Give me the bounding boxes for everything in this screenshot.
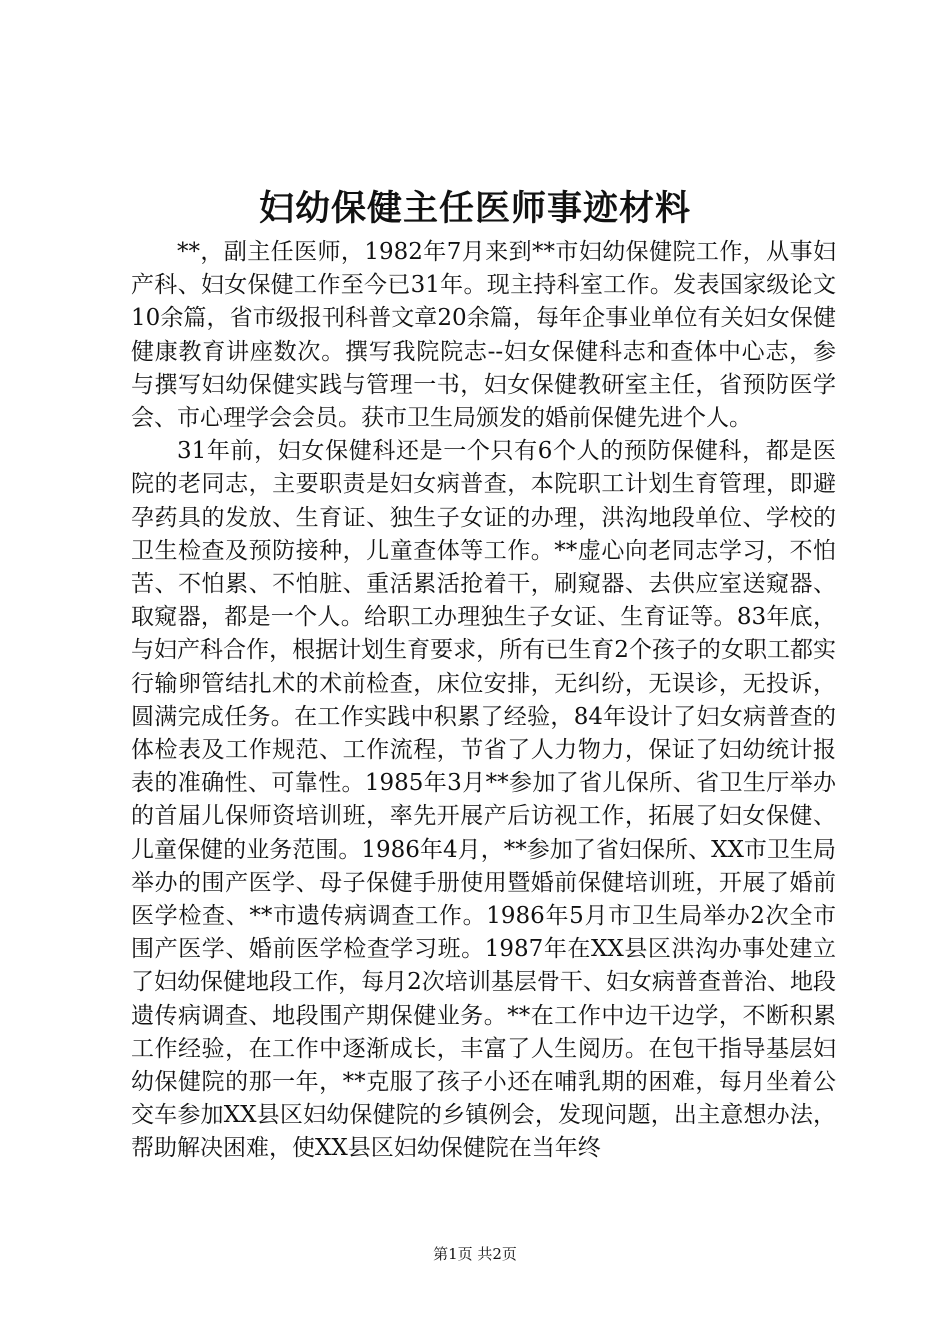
page-footer: 第1页 共2页 [433,1245,517,1263]
document-body [131,236,836,1166]
paragraph-1: **，副主任医师，1982年7月来到**市妇幼保健院工作，从事妇产科、妇女保健工作至今已31年。现主持科室工作。发表国家级论文10余篇，省市级报刊科普文章20余篇，每年企事业单位有关妇女保健健康教育讲座数次。撰写我院院志--妇女保健科志和查体中心志，参与撰写妇幼保健实践与管理一书，妇女保健教研室主任，省预防医学会、市心理学会会员。获市卫生局颁发的婚前保健先进个人。 [131,239,836,432]
paragraph-2: 31年前，妇女保健科还是一个只有6个人的预防保健科，都是医院的老同志，主要职责是妇女病普查，本院职工计划生育管理，即避孕药具的发放、生育证、独生子女证的办理，洪沟地段单位、学校的卫生检查及预防接种，儿童查体等工作。**虚心向老同志学习，不怕苦、不怕累、不怕脏、重活累活抢着干，刷窥器、去供应室送窥器、取窥器，都是一个人。给职工办理独生子女证、生育证等。83年底，与妇产科合作，根据计划生育要求，所有已生育2个孩子的女职工都实行输卵管结扎术的术前检查，床位安排，无纠纷，无误诊，无投诉，圆满完成任务。在工作实践中积累了经验，84年设计了妇女病普查的体检表及工作规范、工作流程，节省了人力物力，保证了妇幼统计报表的准确性、可靠性。1985年3月**参加了省儿保所、省卫生厅举办的首届儿保师资培训班，率先开展产后访视工作，拓展了妇女保健、儿童保健的业务范围。1986年4月，**参加了省妇保所、XX市卫生局举办的围产医学、母子保健手册使用暨婚前保健培训班，开展了婚前医学检查、**市遗传病调查工作。1986年5月市卫生局举办2次全市围产医学、婚前医学检查学习班。1987年在XX县区洪沟办事处建立了妇幼保健地段工作，每月2次培训基层骨干、妇女病普查普治、地段遗传病调查、地段围产期保健业务。**在工作中边干边学，不断积累工作经验，在工作中逐渐成长，丰富了人生阅历。在包干指导基层妇幼保健院的那一年，**克服了孩子小还在哺乳期的困难，每月坐着公交车参加XX县区妇幼保健院的乡镇例会，发现问题，出主意想办法，帮助解决困难，使XX县区妇幼保健院在当年终 [131,438,836,1162]
document-title: 妇幼保健主任医师事迹材料 [258,188,691,229]
